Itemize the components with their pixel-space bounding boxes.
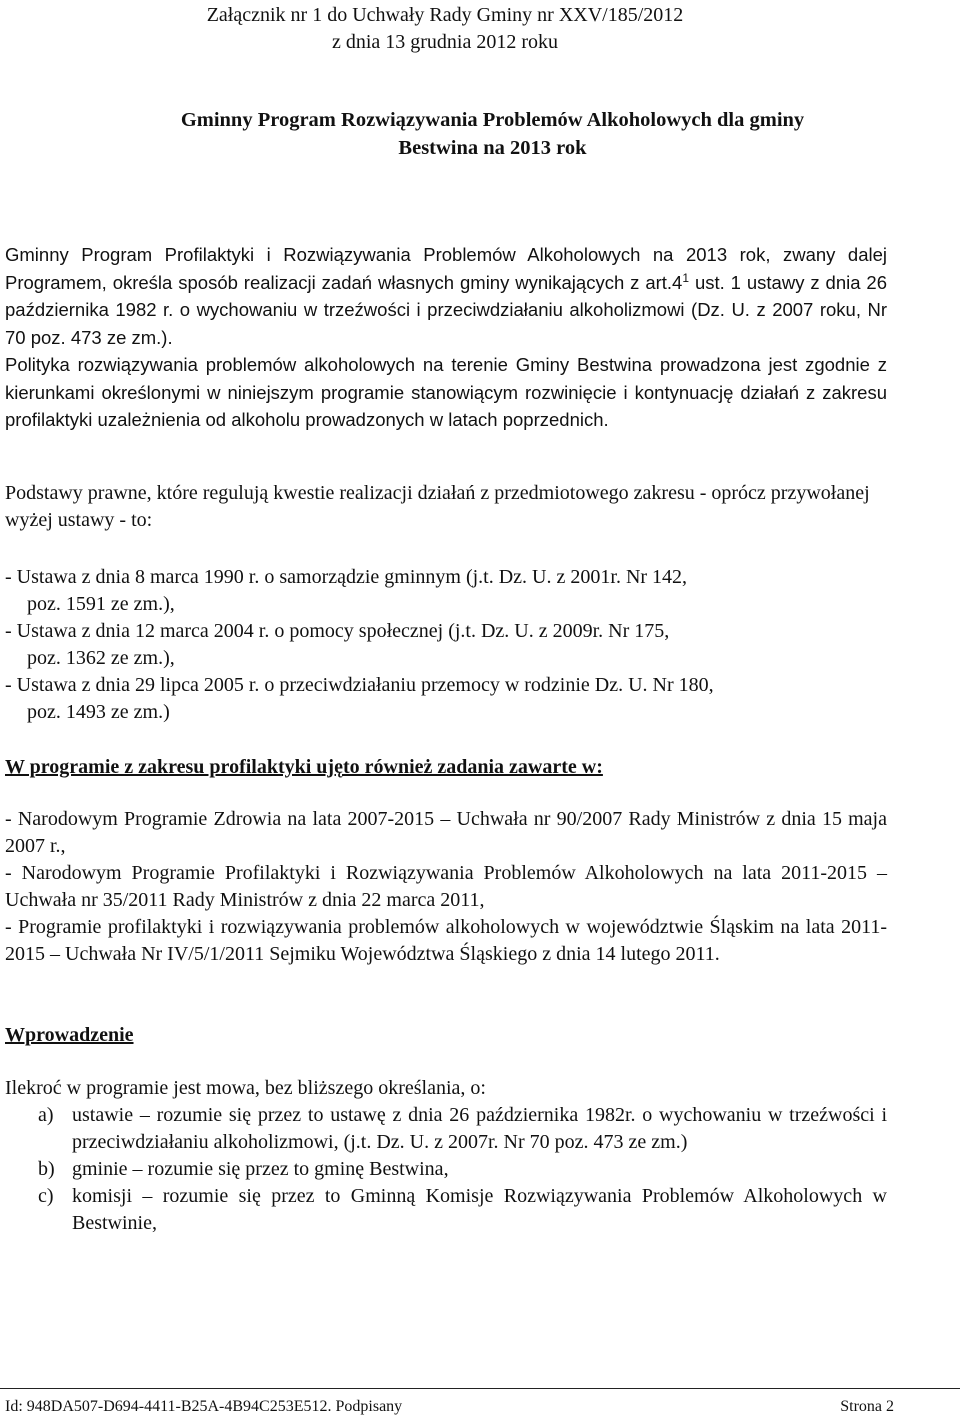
header-line-1: Załącznik nr 1 do Uchwały Rady Gminy nr XXV/185/2012	[206, 4, 684, 26]
document-title	[0, 106, 960, 162]
program-item: - Narodowym Programie Zdrowia na lata 2007-2015 – Uchwała nr 90/2007 Rady Ministrów z dnia 15 maja 2007 r.,	[5, 808, 887, 857]
intro-section	[5, 241, 887, 434]
act-item	[5, 564, 887, 618]
definition-text: komisji – rozumie się przez to Gminną Komisje Rozwiązywania Problemów Alkoholowych w Bestwinie,	[72, 1185, 887, 1234]
acts-list	[5, 564, 887, 726]
footer-page-number: Strona 2	[840, 1398, 894, 1415]
program-item: - Narodowym Programie Profilaktyki i Rozwiązywania Problemów Alkoholowych na lata 2011-2015 – Uchwała nr 35/2011 Rady Ministrów z dnia 22 marca 2011,	[5, 862, 887, 911]
intro-superscript: 1	[682, 270, 690, 285]
definition-item	[5, 1156, 887, 1183]
act-line-1: - Ustawa z dnia 29 lipca 2005 r. o przeciwdziałaniu przemocy w rodzinie Dz. U. Nr 180,	[5, 674, 714, 696]
footer-document-id: Id: 948DA507-D694-4411-B25A-4B94C253E512. Podpisany	[5, 1398, 403, 1415]
introduction-heading: Wprowadzenie	[5, 1024, 134, 1046]
act-item	[5, 618, 887, 672]
intro-text-part-2: ust. 1 ustawy z dnia 26 października 1982 r. o wychowaniu w trzeźwości i przeciwdziałaniu alkoholizmowi (Dz. U. z 2007 roku, Nr 70 poz. 473 ze zm.).	[5, 271, 887, 348]
act-line-1: - Ustawa z dnia 12 marca 2004 r. o pomocy społecznej (j.t. Dz. U. z 2009r. Nr 175,	[5, 620, 670, 642]
programs-list	[5, 806, 887, 968]
definition-marker: a)	[38, 1104, 54, 1126]
act-line-2: poz. 1362 ze zm.),	[27, 647, 175, 669]
program-item: - Programie profilaktyki i rozwiązywania problemów alkoholowych w województwie Śląskim na lata 2011-2015 – Uchwała Nr IV/5/1/2011 Sejmiku Województwa Śląskiego z dnia 14 lutego 2011.	[5, 916, 887, 965]
definition-text: gminie – rozumie się przez to gminę Bestwina,	[72, 1158, 449, 1180]
definition-marker: b)	[38, 1158, 55, 1180]
act-line-2: poz. 1493 ze zm.)	[27, 701, 170, 723]
header-line-2: z dnia 13 grudnia 2012 roku	[331, 31, 559, 53]
footer-divider	[0, 1388, 960, 1389]
intro-paragraph	[5, 241, 887, 351]
programs-heading: W programie z zakresu profilaktyki ujęto również zadania zawarte w:	[5, 756, 603, 778]
title-line-2: Bestwina na 2013 rok	[398, 137, 587, 159]
definition-marker: c)	[38, 1185, 54, 1207]
intro-text-part-1: Gminny Program Profilaktyki i Rozwiązywania Problemów Alkoholowych na 2013 rok, zwany dalej Programem, określa sposób realizacji zadań własnych gminy wynikających z art.4	[5, 244, 887, 293]
definition-text: ustawie – rozumie się przez to ustawę z dnia 26 października 1982r. o wychowaniu w trzeźwości i przeciwdziałaniu alkoholizmowi, (j.t. Dz. U. z 2007r. Nr 70 poz. 473 ze zm.)	[72, 1104, 887, 1153]
definitions-intro: Ilekroć w programie jest mowa, bez bliższego określania, o:	[5, 1077, 486, 1099]
act-line-2: poz. 1591 ze zm.),	[27, 593, 175, 615]
policy-paragraph: Polityka rozwiązywania problemów alkoholowych na terenie Gminy Bestwina prowadzona jest zgodnie z kierunkami określonymi w niniejszym programie stanowiącym rozwinięcie i kontynuację działań z zakresu profilaktyki uzależnienia od alkoholu prowadzonych w latach poprzednich.	[5, 354, 887, 430]
definitions-list	[5, 1102, 887, 1237]
attachment-header	[0, 2, 890, 56]
title-line-1: Gminny Program Rozwiązywania Problemów Alkoholowych dla gminy	[180, 109, 805, 131]
act-item	[5, 672, 887, 726]
act-line-1: - Ustawa z dnia 8 marca 1990 r. o samorządzie gminnym (j.t. Dz. U. z 2001r. Nr 142,	[5, 566, 688, 588]
definition-item	[5, 1102, 887, 1156]
legal-basis-paragraph: Podstawy prawne, które regulują kwestie realizacji działań z przedmiotowego zakresu - oprócz przywołanej wyżej ustawy - to:	[5, 482, 870, 531]
definition-item	[5, 1183, 887, 1237]
